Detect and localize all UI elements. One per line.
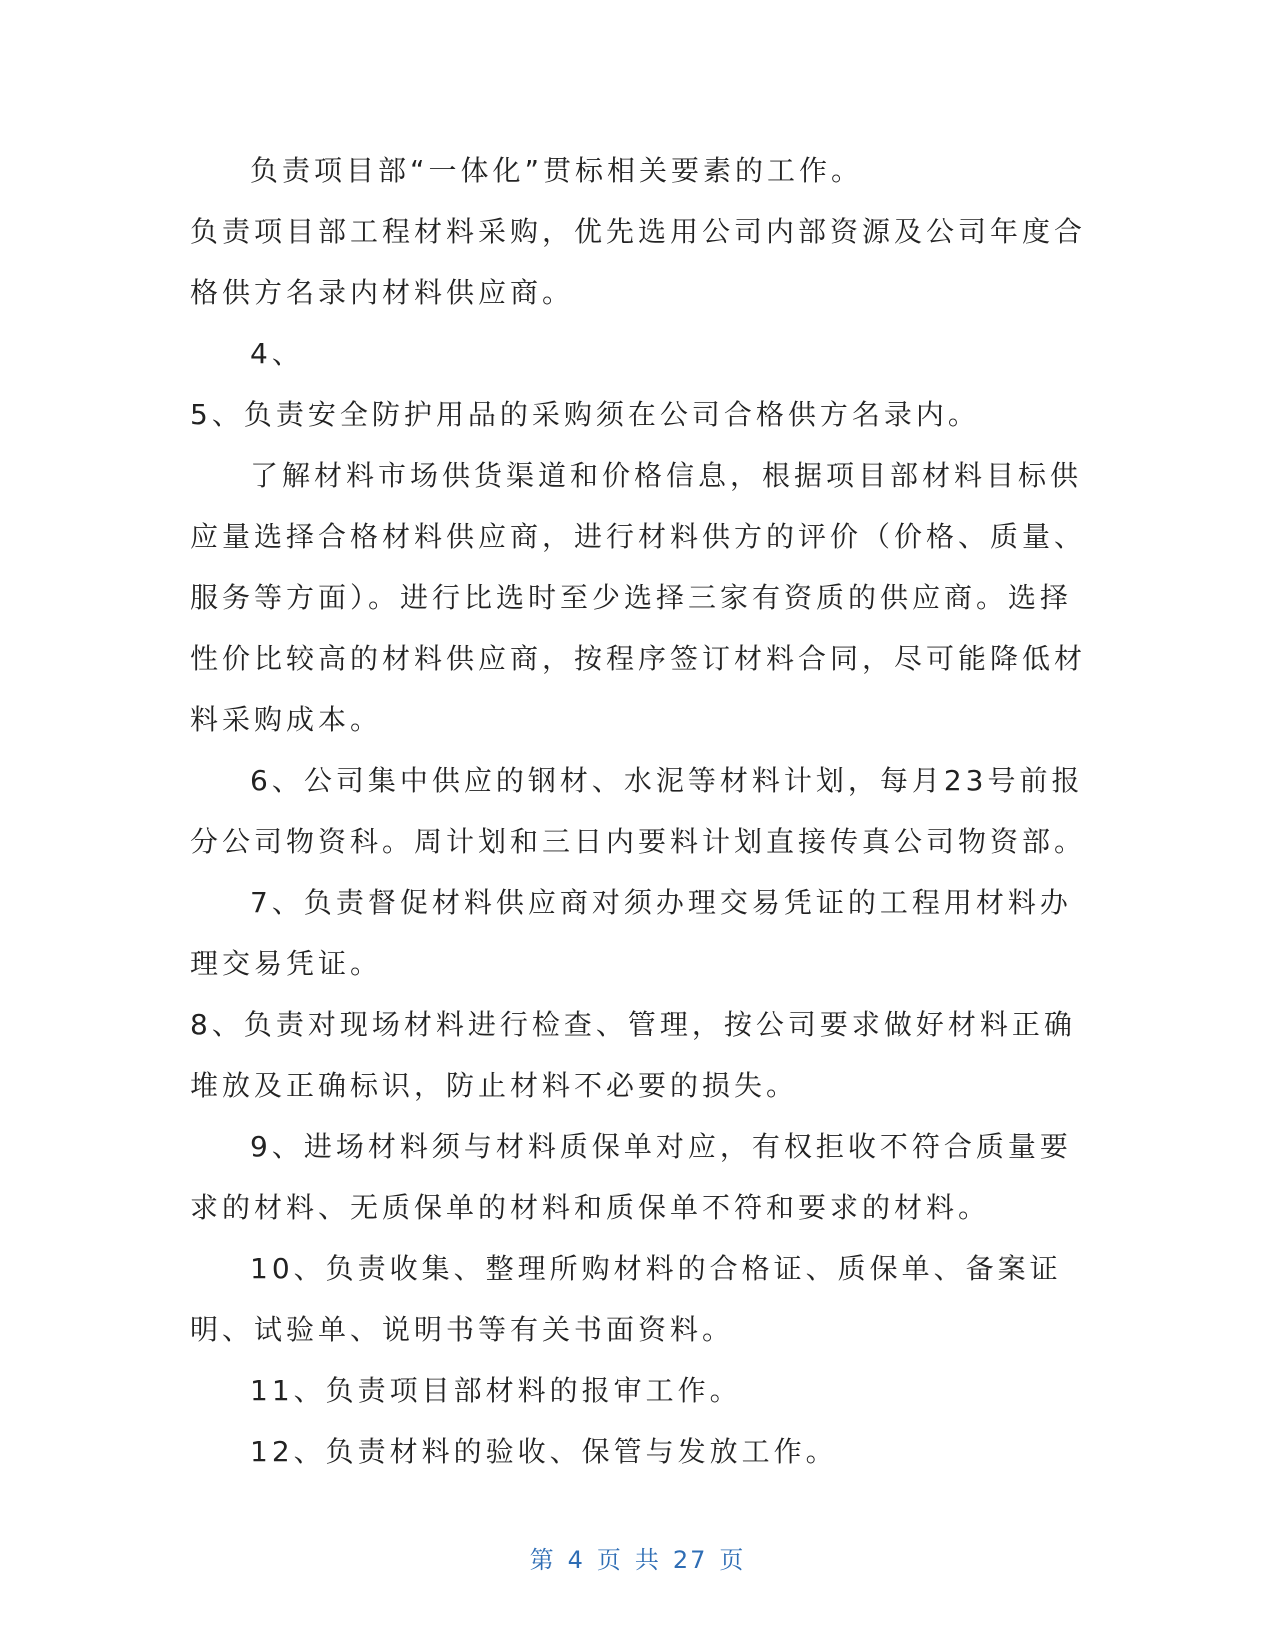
paragraph-10: 10、负责收集、整理所购材料的合格证、质保单、备案证明、试验单、说明书等有关书面资料。: [190, 1252, 1062, 1346]
footer-current-page: 4: [567, 1546, 585, 1574]
document-body: [190, 140, 1090, 1482]
paragraph-12: 12、负责材料的验收、保管与发放工作。: [250, 1435, 838, 1468]
footer-label-page: 第: [529, 1546, 556, 1574]
paragraph-3: 4、: [250, 337, 304, 370]
paragraph-5: 了解材料市场供货渠道和价格信息，根据项目部材料目标供应量选择合格材料供应商，进行材料供方的评价（价格、质量、服务等方面）。进行比选时至少选择三家有资质的供应商。选择性价比较高的材料供应商，按程序签订材料合同，尽可能降低材料采购成本。: [190, 459, 1087, 736]
footer-label-unit: 页: [596, 1546, 623, 1574]
paragraph-7: 7、负责督促材料供应商对须办理交易凭证的工程用材料办理交易凭证。: [190, 886, 1072, 980]
paragraph-1: 负责项目部“一体化”贯标相关要素的工作。: [250, 154, 864, 187]
paragraph-9: 9、进场材料须与材料质保单对应，有权拒收不符合质量要求的材料、无质保单的材料和质保单不符和要求的材料。: [190, 1130, 1072, 1224]
paragraph-4: 5、负责安全防护用品的采购须在公司合格供方名录内。: [190, 398, 980, 431]
footer-label-unit2: 页: [719, 1546, 746, 1574]
footer-label-total: 共: [634, 1546, 661, 1574]
paragraph-2: 负责项目部工程材料采购，优先选用公司内部资源及公司年度合格供方名录内材料供应商。: [190, 215, 1087, 309]
paragraph-11: 11、负责项目部材料的报审工作。: [250, 1374, 742, 1407]
page-footer: [0, 1540, 1275, 1575]
paragraph-8: 8、负责对现场材料进行检查、管理，按公司要求做好材料正确堆放及正确标识，防止材料不必要的损失。: [190, 1008, 1076, 1102]
footer-total-pages: 27: [672, 1546, 708, 1574]
paragraph-6: 6、公司集中供应的钢材、水泥等材料计划，每月23号前报分公司物资科。周计划和三日内要料计划直接传真公司物资部。: [190, 764, 1087, 858]
